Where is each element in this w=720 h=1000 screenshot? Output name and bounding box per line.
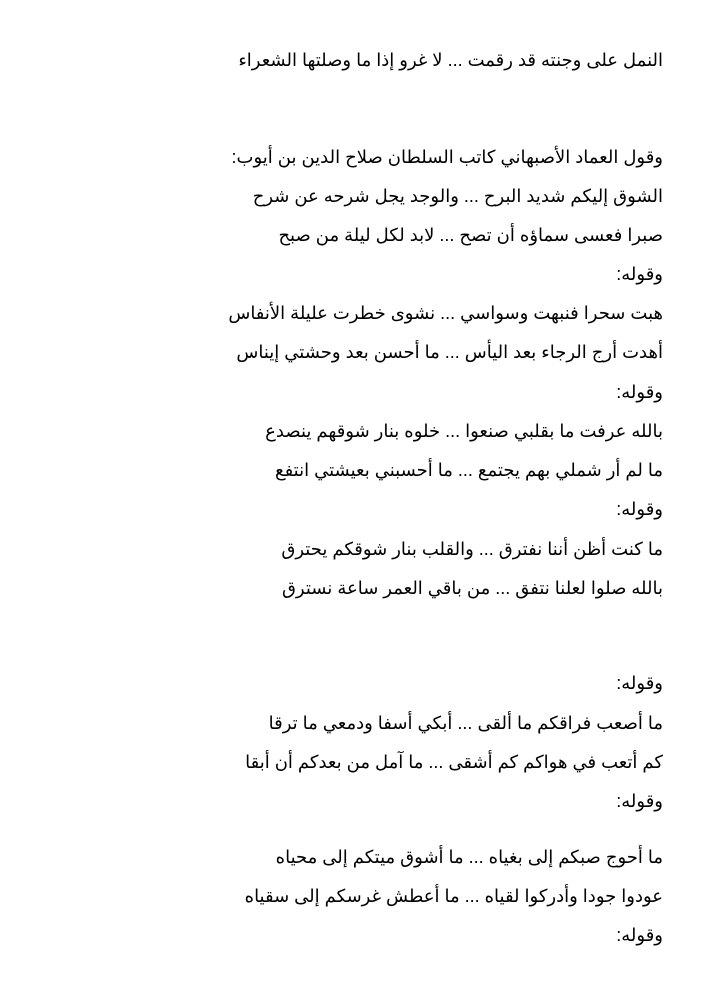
text-line: وقوله: xyxy=(616,499,663,519)
text-line: عودوا جودا وأدركوا لقياه ... ما أعطش غرسكم إلى سقياه xyxy=(244,886,663,906)
text-line: ما أصعب فراقكم ما ألقى ... أبكي أسفا ودمعي ما ترقا xyxy=(268,713,663,733)
text-line: وقوله: xyxy=(616,791,663,811)
text-line: ما أحوج صبكم إلى بغياه ... ما أشوق ميتكم إلى محياه xyxy=(275,847,663,867)
text-line: صبرا فعسى سماؤه أن تصح ... لابد لكل ليلة من صبح xyxy=(278,225,663,245)
text-line: هبت سحرا فنبهت وسواسي ... نشوى خطرت عليلة الأنفاس xyxy=(228,303,663,323)
text-line: بالله عرفت ما بقلبي صنعوا ... خلوه بنار شوقهم ينصدع xyxy=(265,421,663,441)
text-line: وقوله: xyxy=(616,673,663,693)
text-line: أهدت أرج الرجاء بعد اليأس ... ما أحسن بعد وحشتي إيناس xyxy=(236,342,663,362)
text-line: وقول العماد الأصبهاني كاتب السلطان صلاح الدين بن أيوب: xyxy=(231,147,663,167)
text-line: وقوله: xyxy=(616,925,663,945)
text-line: كم أتعب في هواكم كم أشقى ... ما آمل من بعدكم أن أبقا xyxy=(245,752,663,772)
text-line: الشوق إليكم شديد البرح ... والوجد يجل شرحه عن شرح xyxy=(252,186,663,206)
text-line: وقوله: xyxy=(616,264,663,284)
text-line: ما لم أر شملي بهم يجتمع ... ما أحسبني بعيشتي انتفع xyxy=(274,460,663,480)
text-line: النمل على وجنته قد رقمت ... لا غرو إذا ما وصلتها الشعراء xyxy=(238,50,663,70)
text-line: بالله صلوا لعلنا نتفق ... من باقي العمر ساعة نسترق xyxy=(281,578,663,598)
text-line: وقوله: xyxy=(616,382,663,402)
text-line: ما كنت أظن أننا نفترق ... والقلب بنار شوقكم يحترق xyxy=(281,539,663,559)
